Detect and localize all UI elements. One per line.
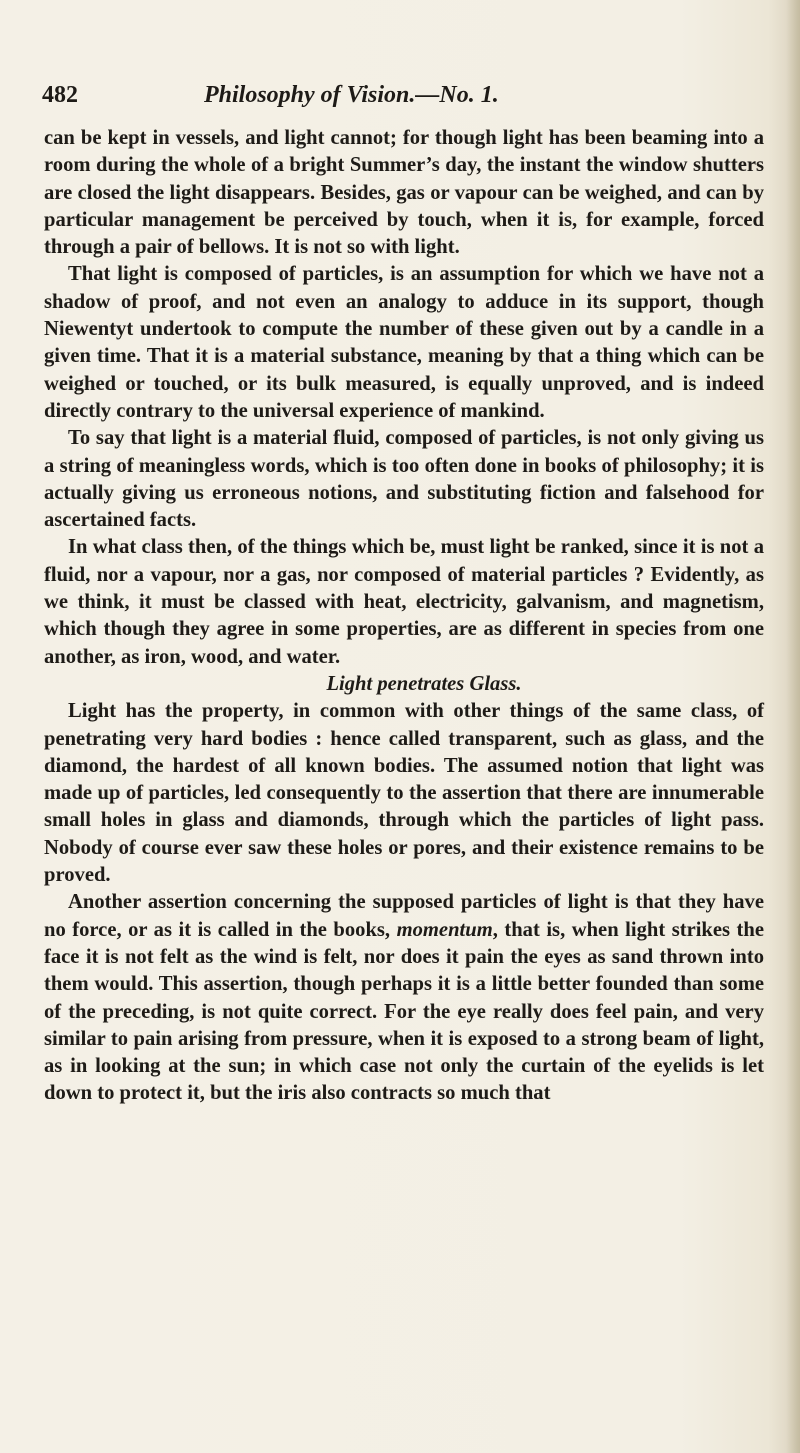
paragraph-3: To say that light is a material fluid, composed of particles, is not only giving us a string of meaningless words, which is too often done in books of philosophy; it is actually giving us erroneous notions, and substituting fiction and falsehood for ascertained facts. [44, 427, 764, 532]
body-text [44, 125, 764, 1108]
paragraph-1: can be kept in vessels, and light cannot; for though light has been beaming into a room during the whole of a bright Summer’s day, the instant the window shutters are closed the light disappears. Besides, gas or vapour can be weighed, and can by particular management be perceived by touch, when it is, for example, forced through a pair of bellows. It is not so with light. [44, 127, 764, 259]
running-head [42, 82, 762, 116]
paragraph-4: In what class then, of the things which be, must light be ranked, since it is not a fluid, nor a vapour, nor a gas, nor composed of material particles ? Evidently, as we think, it must be classed with heat, electricity, galvanism, and magnetism, which though they agree in some properties, are as different in species from one another, as iron, wood, and water. [44, 536, 764, 668]
page-number: 482 [42, 82, 78, 108]
paragraph-5: Light has the property, in common with other things of the same class, of penetrating very hard bodies : hence called transparent, such as glass, and the diamond, the hardest of all known bodies. The assumed notion that light was made up of particles, led consequently to the assertion that there are innumerable small holes in glass and diamonds, through which the particles of light pass. Nobody of course ever saw these holes or pores, and their existence remains to be proved. [44, 700, 764, 887]
italic-term: momentum [396, 918, 493, 941]
paragraph-6-text-start: Another assertion concerning the supposed particles of light is that they have no force, or as it is called in the books, [44, 891, 764, 941]
paragraph-6 [44, 889, 764, 1107]
paragraph-2: That light is composed of particles, is an assumption for which we have not a shadow of proof, and not even an analogy to adduce in its support, though Niewentyt undertook to compute the number of these given out by a candle in a given time. That it is a material substance, meaning by that a thing which can be weighed or touched, or its bulk measured, is equally unproved, and is indeed directly contrary to the universal experience of mankind. [44, 263, 764, 422]
page-edge-shadow [786, 0, 800, 1453]
paragraph-6-text-end: , that is, when light strikes the face it is not felt as the wind is felt, nor does it pain the eyes as sand thrown into them would. This assertion, though perhaps it is a little better founded than some of the preceding, is not quite correct. For the eye really does feel pain, and very similar to pain arising from pressure, when it is exposed to a strong beam of light, as in looking at the sun; in which case not only the curtain of the eyelids is let down to protect it, but the iris also contracts so much that [44, 918, 764, 1105]
running-title: Philosophy of Vision.—No. 1. [204, 82, 499, 108]
section-heading: Light penetrates Glass. [326, 672, 522, 695]
